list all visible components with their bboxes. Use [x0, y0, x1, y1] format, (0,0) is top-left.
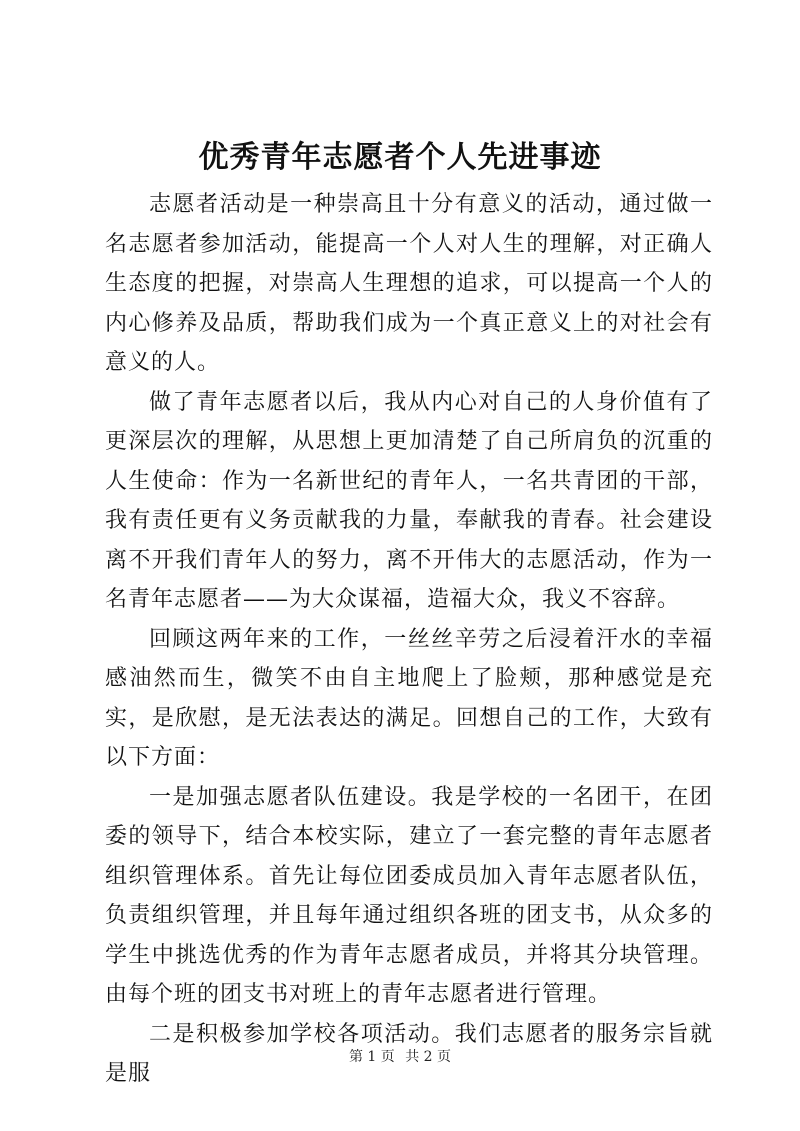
paragraph-3: 回顾这两年来的工作，一丝丝辛劳之后浸着汗水的幸福感油然而生，微笑不由自主地爬上了脸颊，那种感觉是充实，是欣慰，是无法表达的满足。回想自己的工作，大致有以下方面：	[105, 626, 713, 770]
paragraph-4: 一是加强志愿者队伍建设。我是学校的一名团干，在团委的领导下，结合本校实际，建立了一套完整的青年志愿者组织管理体系。首先让每位团委成员加入青年志愿者队伍，负责组织管理，并且每年通过组织各班的团支书，从众多的学生中挑选优秀的作为青年志愿者成员，并将其分块管理。由每个班的团支书对班上的青年志愿者进行管理。	[105, 784, 713, 1007]
page-number-total: 共 2 页	[405, 1049, 452, 1065]
page-number-current: 第 1 页	[348, 1049, 395, 1065]
document-body	[105, 185, 713, 1094]
paragraph-2: 做了青年志愿者以后，我从内心对自己的人身价值有了更深层次的理解，从思想上更加清楚了自己所肩负的沉重的人生使命：作为一名新世纪的青年人，一名共青团的干部，我有责任更有义务贡献我的力量，奉献我的青春。社会建设离不开我们青年人的努力，离不开伟大的志愿活动，作为一名青年志愿者——为大众谋福，造福大众，我义不容辞。	[105, 389, 713, 612]
document-title: 优秀青年志愿者个人先进事迹	[198, 140, 602, 175]
page-footer	[0, 1048, 800, 1066]
paragraph-1: 志愿者活动是一种崇高且十分有意义的活动，通过做一名志愿者参加活动，能提高一个人对人生的理解，对正确人生态度的把握，对崇高人生理想的追求，可以提高一个人的内心修养及品质，帮助我们成为一个真正意义上的对社会有意义的人。	[105, 192, 713, 375]
paragraph-5: 二是积极参加学校各项活动。我们志愿者的服务宗旨就是服	[105, 1021, 713, 1086]
